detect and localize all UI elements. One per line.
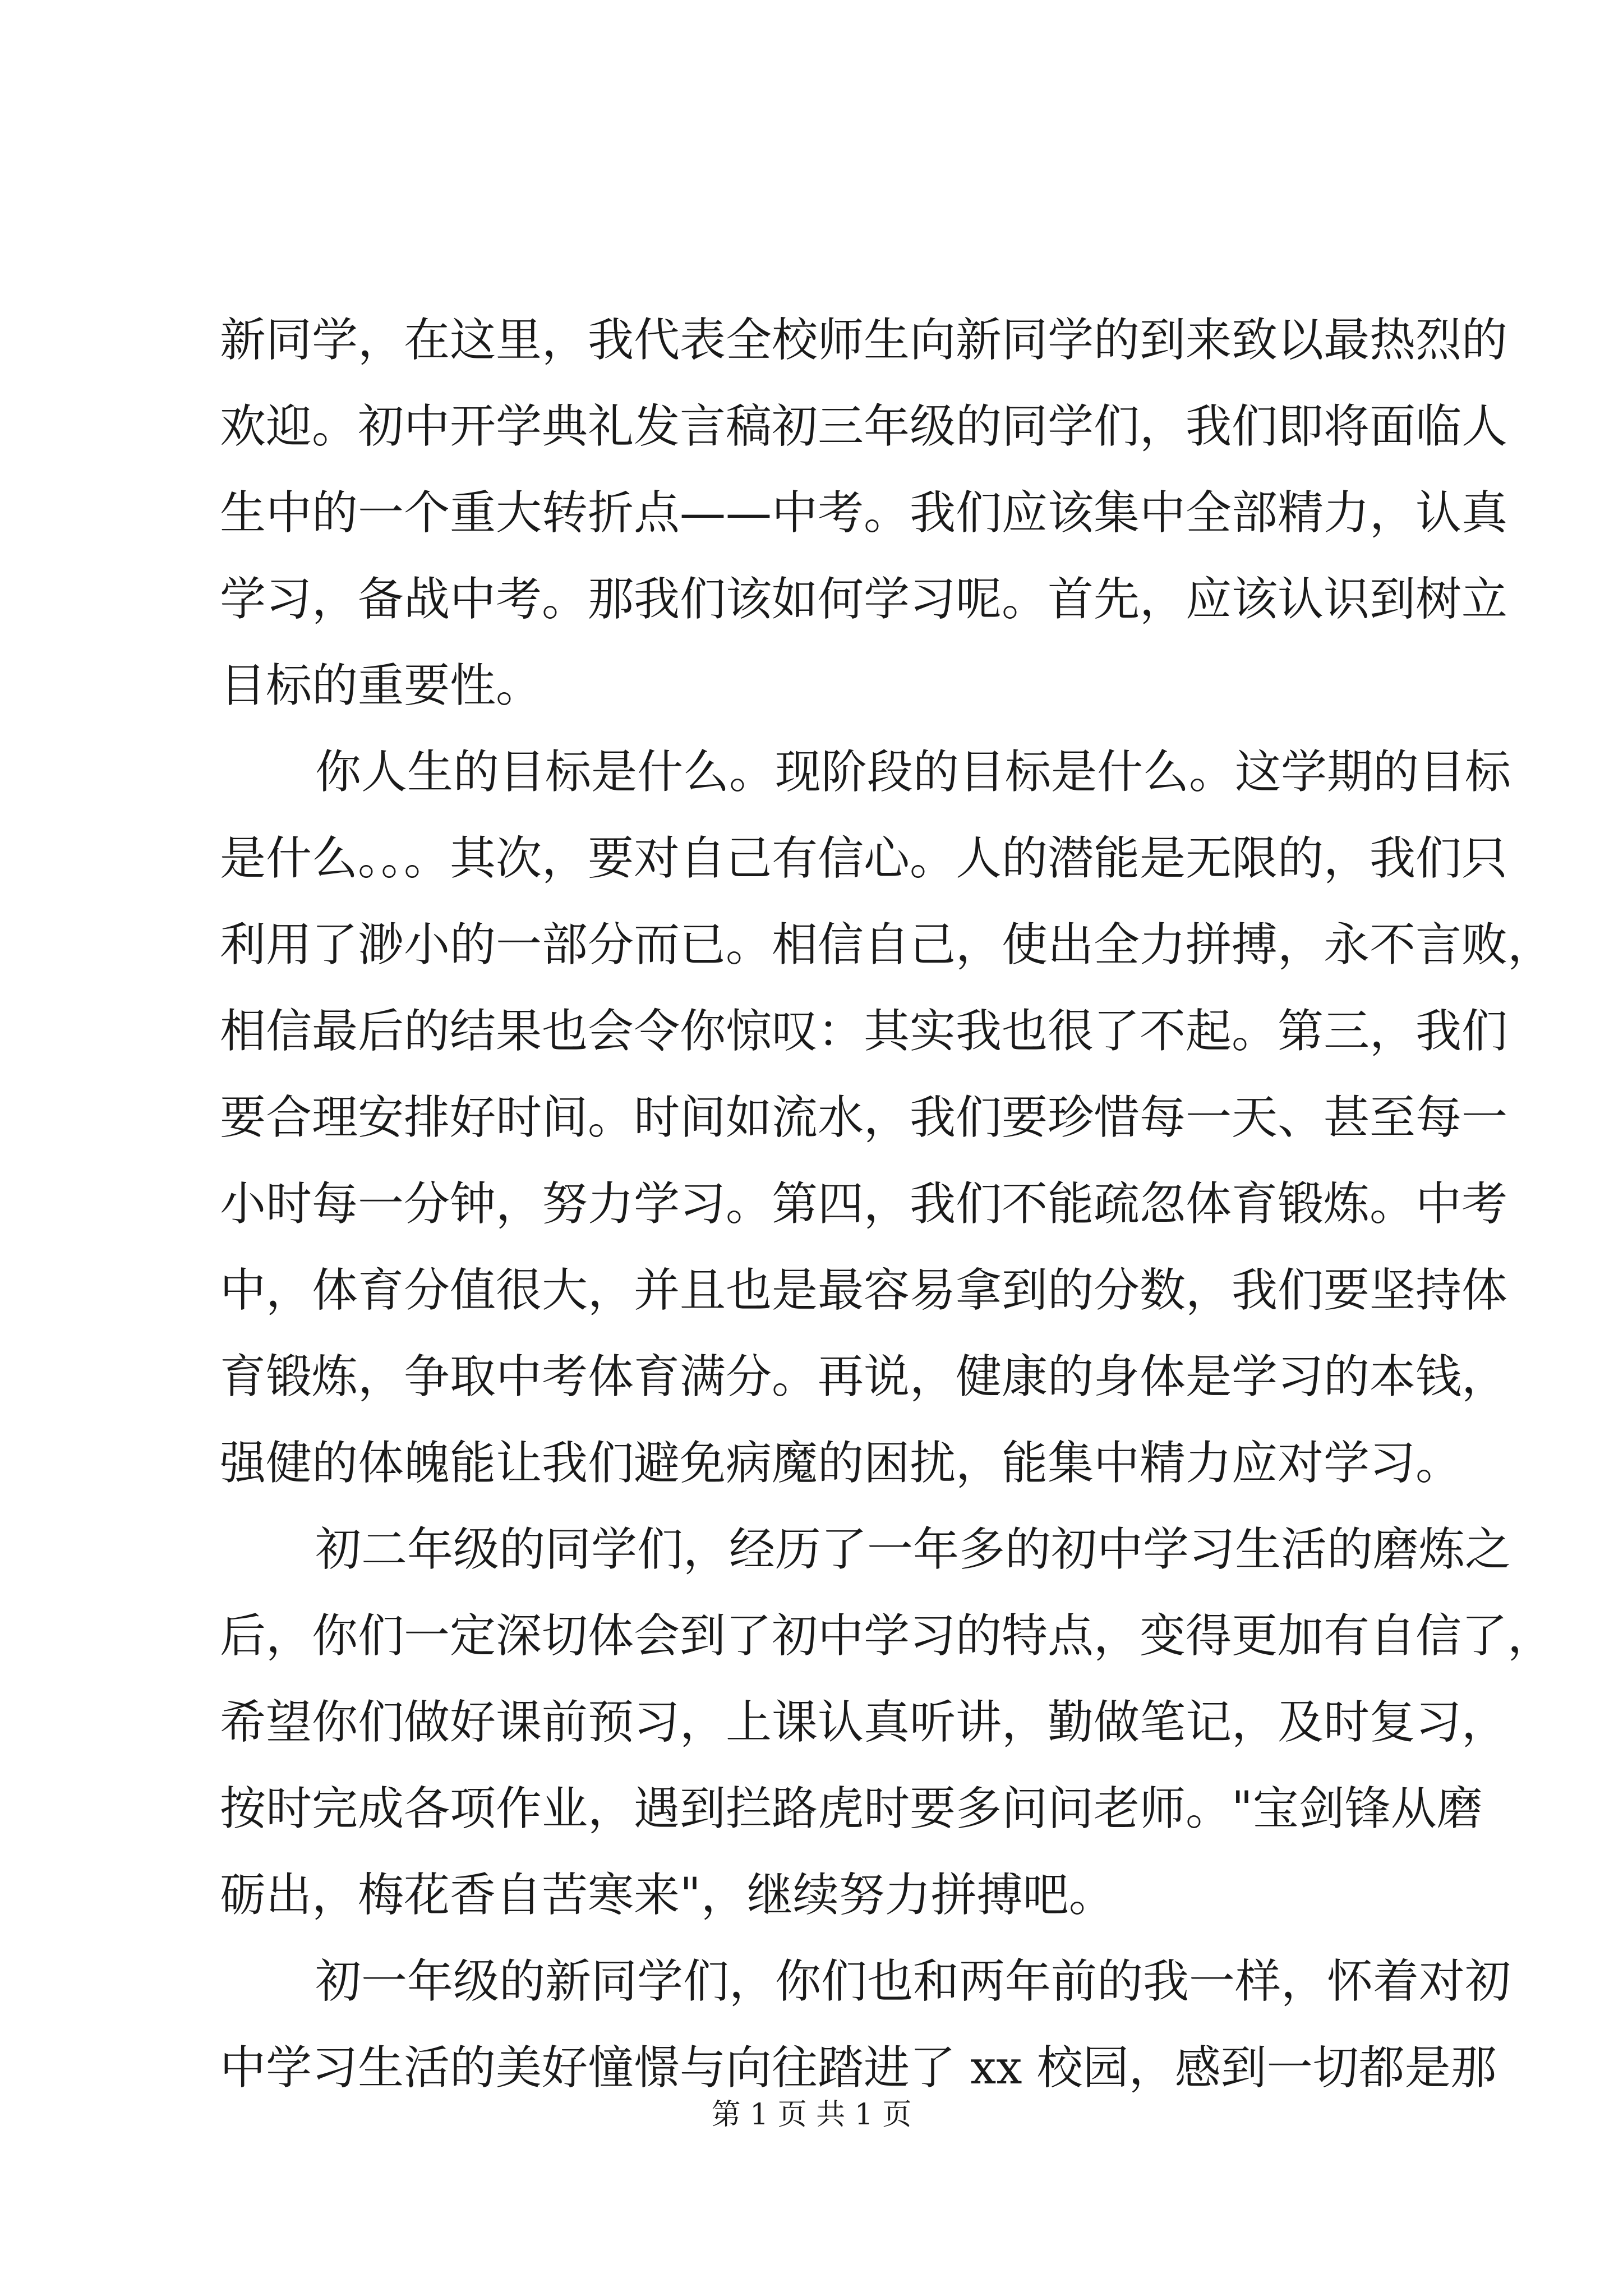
text-line: 按时完成各项作业，遇到拦路虎时要多问问老师。"宝剑锋从磨 [220, 1782, 1483, 1835]
document-body [220, 297, 1554, 2111]
text-line: 目标的重要性。 [220, 659, 542, 712]
text-line: 学习，备战中考。那我们该如何学习呢。首先，应该认识到树立 [220, 573, 1508, 626]
text-line: 是什么。。。其次，要对自己有信心。人的潜能是无限的，我们只 [220, 832, 1508, 885]
text-line: 相信最后的结果也会令你惊叹：其实我也很了不起。第三，我们 [220, 1005, 1508, 1058]
text-line: 砺出，梅花香自苦寒来"，继续努力拼搏吧。 [220, 1869, 1115, 1922]
text-line: 中学习生活的美好憧憬与向往踏进了 xx 校园，感到一切都是那 [220, 2041, 1497, 2095]
text-line: 要合理安排好时间。时间如流水，我们要珍惜每一天、甚至每一 [220, 1091, 1508, 1144]
text-line: 育锻炼，争取中考体育满分。再说，健康的身体是学习的本钱， [220, 1350, 1508, 1404]
text-line: 希望你们做好课前预习，上课认真听讲，勤做笔记，及时复习， [220, 1696, 1508, 1749]
text-line: 中，体育分值很大，并且也是最容易拿到的分数，我们要坚持体 [220, 1264, 1508, 1317]
text-line: 欢迎。初中开学典礼发言稿初三年级的同学们，我们即将面临人 [220, 400, 1508, 453]
text-line: 后，你们一定深切体会到了初中学习的特点，变得更加有自信了， [220, 1609, 1554, 1663]
text-line: 小时每一分钟，努力学习。第四，我们不能疏忽体育锻炼。中考 [220, 1177, 1508, 1231]
paragraph-first-line: 初一年级的新同学们，你们也和两年前的我一样，怀着对初 [315, 1955, 1511, 2008]
text-line: 生中的一个重大转折点——中考。我们应该集中全部精力，认真 [220, 486, 1508, 540]
text-line: 强健的体魄能让我们避免病魔的困扰，能集中精力应对学习。 [220, 1437, 1462, 1490]
text-line: 利用了渺小的一部分而已。相信自己，使出全力拼搏，永不言败， [220, 918, 1554, 972]
text-line: 新同学，在这里，我代表全校师生向新同学的到来致以最热烈的 [220, 314, 1508, 367]
paragraph-first-line: 你人生的目标是什么。现阶段的目标是什么。这学期的目标 [315, 746, 1511, 799]
page-number-footer: 第 1 页 共 1 页 [711, 2098, 912, 2132]
paragraph-first-line: 初二年级的同学们，经历了一年多的初中学习生活的磨炼之 [315, 1523, 1511, 1576]
